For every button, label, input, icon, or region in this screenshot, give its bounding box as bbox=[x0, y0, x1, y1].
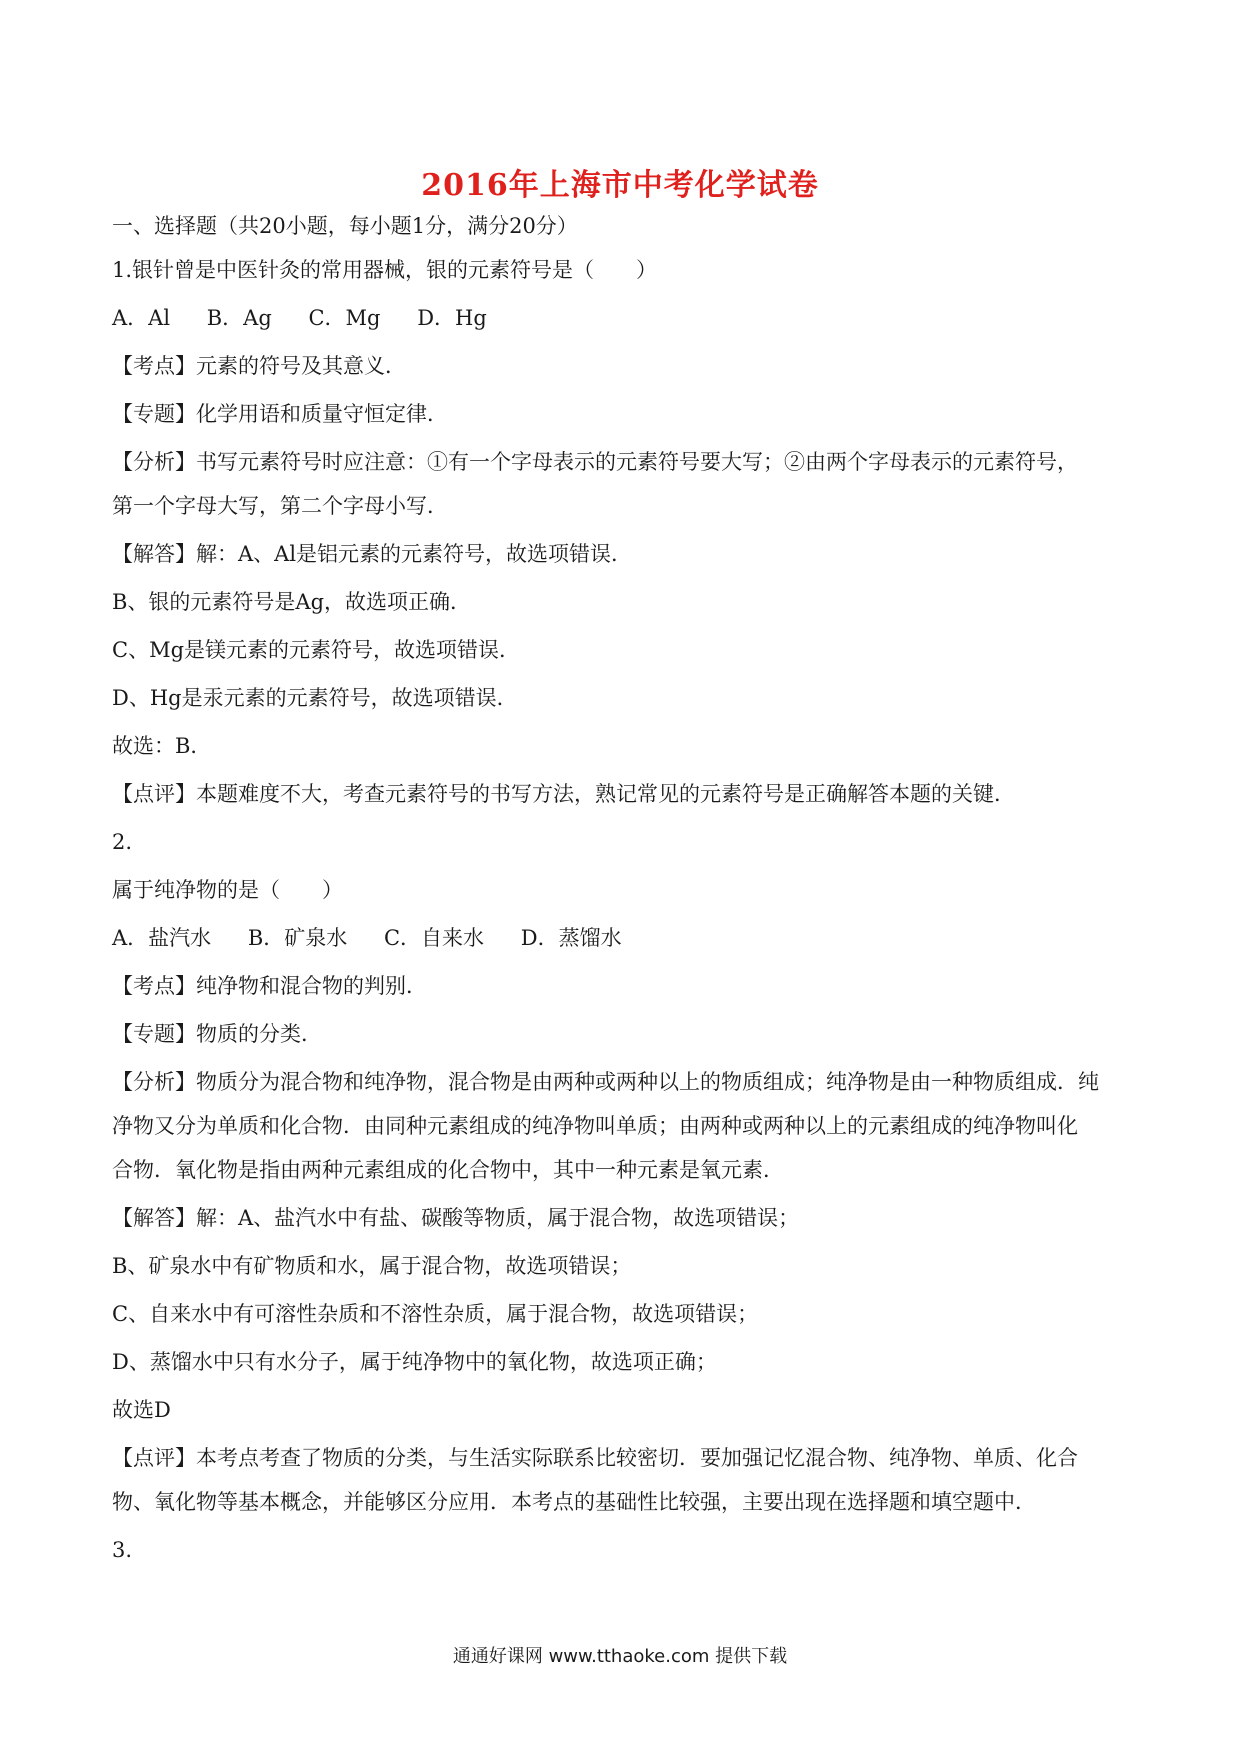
q2-option-b: B．矿泉水 bbox=[247, 926, 348, 950]
q2-answer: 故选D bbox=[112, 1398, 171, 1422]
q2-dianping-line2: 物、氧化物等基本概念，并能够区分应用．本考点的基础性比较强，主要出现在选择题和填空题中． bbox=[112, 1490, 1036, 1514]
q2-zhuanti: 【专题】物质的分类． bbox=[112, 1022, 322, 1046]
q2-option-a: A．盐汽水 bbox=[112, 926, 212, 950]
q2-jieda-line3: C、自来水中有可溶性杂质和不溶性杂质，属于混合物，故选项错误； bbox=[112, 1302, 759, 1326]
q1-jieda-line1: 【解答】解：A、Al是铝元素的元素符号，故选项错误． bbox=[112, 542, 633, 566]
q2-options bbox=[112, 924, 1142, 952]
page-title: 2016年上海市中考化学试卷 bbox=[421, 168, 819, 203]
q2-fenxi-line3: 合物．氧化物是指由两种元素组成的化合物中，其中一种元素是氧元素． bbox=[112, 1158, 784, 1182]
q1-jieda-line2: B、银的元素符号是Ag，故选项正确． bbox=[112, 590, 472, 614]
q1-option-b: B．Ag bbox=[206, 306, 272, 330]
q3-number: 3. bbox=[112, 1538, 133, 1562]
q2-kaodian: 【考点】纯净物和混合物的判别． bbox=[112, 974, 427, 998]
q1-fenxi-line2: 第一个字母大写，第二个字母小写． bbox=[112, 494, 448, 518]
q1-kaodian: 【考点】元素的符号及其意义． bbox=[112, 354, 406, 378]
q1-zhuanti: 【专题】化学用语和质量守恒定律． bbox=[112, 402, 448, 426]
q2-dianping-line1: 【点评】本考点考查了物质的分类，与生活实际联系比较密切．要加强记忆混合物、纯净物、单质、化合 bbox=[112, 1446, 1078, 1470]
q1-options bbox=[112, 304, 1142, 332]
q2-option-c: C．自来水 bbox=[383, 926, 485, 950]
q2-jieda-line1: 【解答】解：A、盐汽水中有盐、碳酸等物质，属于混合物，故选项错误； bbox=[112, 1206, 800, 1230]
q2-fenxi-line2: 净物又分为单质和化合物．由同种元素组成的纯净物叫单质；由两种或两种以上的元素组成的纯净物叫化 bbox=[112, 1114, 1078, 1138]
q2-number: 2. bbox=[112, 830, 133, 854]
q2-jieda-line4: D、蒸馏水中只有水分子，属于纯净物中的氧化物，故选项正确； bbox=[112, 1350, 717, 1374]
document-body bbox=[112, 212, 1142, 1564]
section-heading: 一、选择题（共20小题，每小题1分，满分20分） bbox=[112, 214, 578, 238]
q1-jieda-line4: D、Hg是汞元素的元素符号，故选项错误． bbox=[112, 686, 518, 710]
q1-option-d: D．Hg bbox=[417, 306, 487, 330]
q1-option-c: C．Mg bbox=[308, 306, 381, 330]
q1-stem: 1.银针曾是中医针灸的常用器械，银的元素符号是（ ） bbox=[112, 258, 658, 282]
q1-fenxi-line1: 【分析】书写元素符号时应注意：①有一个字母表示的元素符号要大写；②由两个字母表示的元素符号， bbox=[112, 450, 1078, 474]
q1-answer: 故选：B． bbox=[112, 734, 212, 758]
q1-dianping: 【点评】本题难度不大，考查元素符号的书写方法，熟记常见的元素符号是正确解答本题的关键． bbox=[112, 782, 1015, 806]
q2-stem: 属于纯净物的是（ ） bbox=[112, 878, 343, 902]
q1-option-a: A．Al bbox=[112, 306, 171, 330]
q2-option-d: D．蒸馏水 bbox=[520, 926, 622, 950]
q2-fenxi-line1: 【分析】物质分为混合物和纯净物，混合物是由两种或两种以上的物质组成；纯净物是由一种物质组成．纯 bbox=[112, 1070, 1099, 1094]
page-footer: 通通好课网 www.tthaoke.com 提供下载 bbox=[452, 1646, 788, 1667]
q2-jieda-line2: B、矿泉水中有矿物质和水，属于混合物，故选项错误； bbox=[112, 1254, 632, 1278]
q1-jieda-line3: C、Mg是镁元素的元素符号，故选项错误． bbox=[112, 638, 521, 662]
